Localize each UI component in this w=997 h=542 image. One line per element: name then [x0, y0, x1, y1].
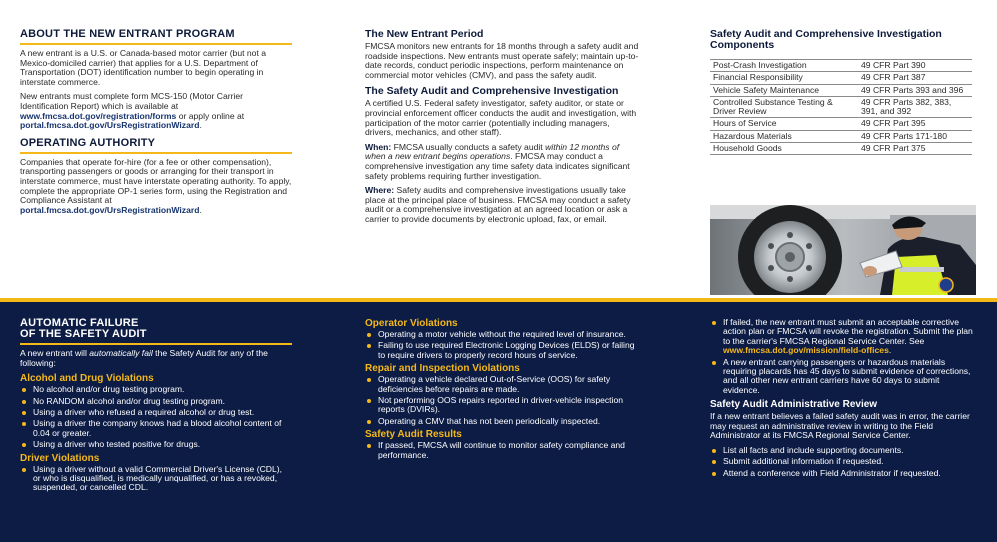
- component-name: Post-Crash Investigation: [710, 60, 858, 72]
- list-item: Using a driver without a valid Commercial Driver's License (CDL), or who is disqualified, is medically unqualified, or has a revoked, suspended, or cancelled CDL.: [20, 465, 292, 493]
- list-item: Attend a conference with Field Administrator if requested.: [710, 469, 976, 478]
- component-regulation: 49 CFR Part 395: [858, 118, 972, 130]
- bullet-icon: [22, 411, 26, 415]
- field-offices-link[interactable]: www.fmcsa.dot.gov/mission/field-offices: [723, 345, 889, 356]
- bullet-icon: [367, 420, 371, 424]
- bullet-icon: [712, 361, 716, 365]
- table-row: [710, 130, 972, 142]
- bullet-icon: [22, 443, 26, 447]
- list-item: Using a driver the company knows had a blood alcohol content of 0.04 or greater.: [20, 419, 292, 438]
- safety-audit-heading: The Safety Audit and Comprehensive Investigation: [365, 85, 619, 98]
- table-row: [710, 72, 972, 84]
- registration-wizard-link[interactable]: portal.fmcsa.dot.gov/UrsRegistrationWizard: [20, 120, 200, 131]
- alcohol-drug-list: [20, 385, 292, 449]
- repair-inspection-heading: Repair and Inspection Violations: [365, 363, 520, 375]
- bullet-icon: [367, 333, 371, 337]
- list-item: Operating a CMV that has not been periodically inspected.: [365, 417, 635, 426]
- registration-forms-link[interactable]: www.fmcsa.dot.gov/registration/forms: [20, 110, 177, 121]
- list-item: Failing to use required Electronic Logging Devices (ELDS) or failing to require drivers to properly record hours of service.: [365, 341, 635, 360]
- list-item: No alcohol and/or drug testing program.: [20, 385, 292, 394]
- column-about: [20, 28, 292, 220]
- list-item: If failed, the new entrant must submit an acceptable corrective action plan or FMCSA will revoke the registration. Submit the plan to the carrier's FMCSA Regional Service Center. See www.fmcsa.dot.gov/mission/field-offices.: [710, 318, 976, 356]
- bullet-icon: [22, 468, 26, 472]
- administrative-review-paragraph: If a new entrant believes a failed safety audit was in error, the carrier may request an administrative review in writing to the Field Administrator at its FMCSA Regional Service Center.: [710, 411, 970, 441]
- operator-violations-heading: Operator Violations: [365, 318, 458, 329]
- component-name: Household Goods: [710, 143, 858, 155]
- driver-violations-list: [20, 465, 292, 493]
- bullet-icon: [712, 449, 716, 453]
- list-item: Using a driver who refused a required alcohol or drug test.: [20, 408, 292, 417]
- list-item: Operating a vehicle declared Out-of-Service (OOS) for safety deficiencies before repairs are made.: [365, 375, 635, 394]
- about-paragraph-2: New entrants must complete form MCS-150 (Motor Carrier Identification Report) which is available at www.fmcsa.dot.gov/registration/forms or apply online at portal.fmcsa.dot.gov/UrsRegistrationWizard.: [20, 91, 245, 131]
- component-regulation: 49 CFR Parts 171-180: [858, 130, 972, 142]
- bullet-icon: [22, 422, 26, 426]
- safety-audit-paragraph: A certified U.S. Federal safety investigator, safety auditor, or state or provincial enforcement officer conducts the audit and investigation, with participation of the motor carrier (potentially including managers, drivers, mechanics, and other staff).: [365, 98, 637, 138]
- when-paragraph: When: FMCSA usually conducts a safety audit within 12 months of when a new entrant begins operations. FMCSA may conduct a comprehensive investigation any time safety data indicates significant safety problems requiring further investigation.: [365, 141, 630, 181]
- bullet-icon: [712, 472, 716, 476]
- failed-audit-list: [710, 318, 976, 395]
- column-entrant-period: [365, 29, 640, 230]
- component-name: Controlled Substance Testing & Driver Review: [710, 96, 858, 118]
- list-item: Using a driver who tested positive for drugs.: [20, 440, 292, 449]
- bullet-icon: [367, 444, 371, 448]
- entrant-period-heading: The New Entrant Period: [365, 28, 484, 40]
- automatic-failure-heading: AUTOMATIC FAILURE OF THE SAFETY AUDIT: [20, 318, 292, 345]
- list-item: Operating a motor vehicle without the required level of insurance.: [365, 330, 635, 339]
- operator-violations-list: [365, 330, 635, 360]
- component-name: Hazardous Materials: [710, 130, 858, 142]
- bullet-icon: [22, 388, 26, 392]
- operating-authority-heading: OPERATING AUTHORITY: [20, 137, 292, 154]
- bullet-icon: [712, 321, 716, 325]
- about-paragraph-1: A new entrant is a U.S. or Canada-based motor carrier (but not a Mexico-domiciled carrier) that applies for a U.S. Department of Transportation (DOT) identification number to begin operating in interstate commerce.: [20, 48, 266, 87]
- safety-audit-results-heading: Safety Audit Results: [365, 429, 462, 441]
- automatic-failure-intro: A new entrant will automatically fail the Safety Audit for any of the following:: [20, 348, 268, 368]
- list-item: Submit additional information if requested.: [710, 457, 976, 466]
- component-regulation: 49 CFR Parts 393 and 396: [858, 84, 972, 96]
- table-row: [710, 84, 972, 96]
- operating-authority-paragraph: Companies that operate for-hire (for a fee or other compensation), transporting passengers or goods or arranging for their transport in interstate commerce, must have interstate operating authority. To apply, complete the appropriate OP-1 series form, using the Registration and Compliance Assistant at portal.fmcsa.dot.gov/UrsRegistrationWizard.: [20, 156, 292, 215]
- bottom-section: [0, 302, 997, 542]
- bullet-icon: [367, 344, 371, 348]
- component-regulation: 49 CFR Part 375: [858, 143, 972, 155]
- inspector-photo: [710, 205, 976, 295]
- safety-audit-results-list: [365, 441, 635, 460]
- component-name: Hours of Service: [710, 118, 858, 130]
- bullet-icon: [22, 400, 26, 404]
- column-operator-violations: [365, 318, 635, 463]
- column-fail-steps: [710, 318, 976, 481]
- alcohol-drug-heading: Alcohol and Drug Violations: [20, 373, 154, 385]
- column-automatic-failure: [20, 318, 292, 496]
- component-name: Vehicle Safety Maintenance: [710, 84, 858, 96]
- administrative-review-list: [710, 446, 976, 478]
- table-row: [710, 143, 972, 155]
- components-table: [710, 59, 972, 155]
- inspector-tire-illustration: [710, 205, 976, 295]
- bullet-icon: [367, 399, 371, 403]
- component-regulation: 49 CFR Part 390: [858, 60, 972, 72]
- list-item: No RANDOM alcohol and/or drug testing program.: [20, 397, 292, 406]
- table-row: [710, 60, 972, 72]
- table-row: [710, 118, 972, 130]
- about-heading: ABOUT THE NEW ENTRANT PROGRAM: [20, 28, 292, 45]
- list-item: If passed, FMCSA will continue to monitor safety compliance and performance.: [365, 441, 635, 460]
- component-name: Financial Responsibility: [710, 72, 858, 84]
- entrant-period-paragraph: FMCSA monitors new entrants for 18 months through a safety audit and roadside inspections. New entrants must operate safely; maintain up-to-date records, conduct periodic inspections, perform maintenance on commercial motor vehicles (CMV), and pass the safety audit.: [365, 41, 639, 80]
- driver-violations-heading: Driver Violations: [20, 452, 100, 464]
- table-row: [710, 96, 972, 118]
- list-item: A new entrant carrying passengers or hazardous materials requiring placards has 45 days to submit evidence of corrections, and all other new entrant carriers have 60 days to submit evidence.: [710, 358, 976, 396]
- list-item: Not performing OOS repairs reported in driver-vehicle inspection reports (DVIRs).: [365, 396, 635, 415]
- where-paragraph: Where: Safety audits and comprehensive investigations usually take place at the principal place of business. FMCSA may conduct a safety audit or a comprehensive investigation at an agreed location or ask a carrier to provide documents by electronic upload, fax, or email.: [365, 185, 631, 224]
- component-regulation: 49 CFR Part 387: [858, 72, 972, 84]
- components-heading: Safety Audit and Comprehensive Investigation Components: [710, 28, 942, 51]
- column-components: [710, 29, 978, 155]
- list-item: List all facts and include supporting documents.: [710, 446, 976, 455]
- administrative-review-heading: Safety Audit Administrative Review: [710, 399, 878, 411]
- repair-inspection-list: [365, 375, 635, 426]
- operating-registration-wizard-link[interactable]: portal.fmcsa.dot.gov/UrsRegistrationWizard: [20, 204, 200, 215]
- component-regulation: 49 CFR Parts 382, 383, 391, and 392: [858, 96, 972, 118]
- bullet-icon: [367, 378, 371, 382]
- bullet-icon: [712, 460, 716, 464]
